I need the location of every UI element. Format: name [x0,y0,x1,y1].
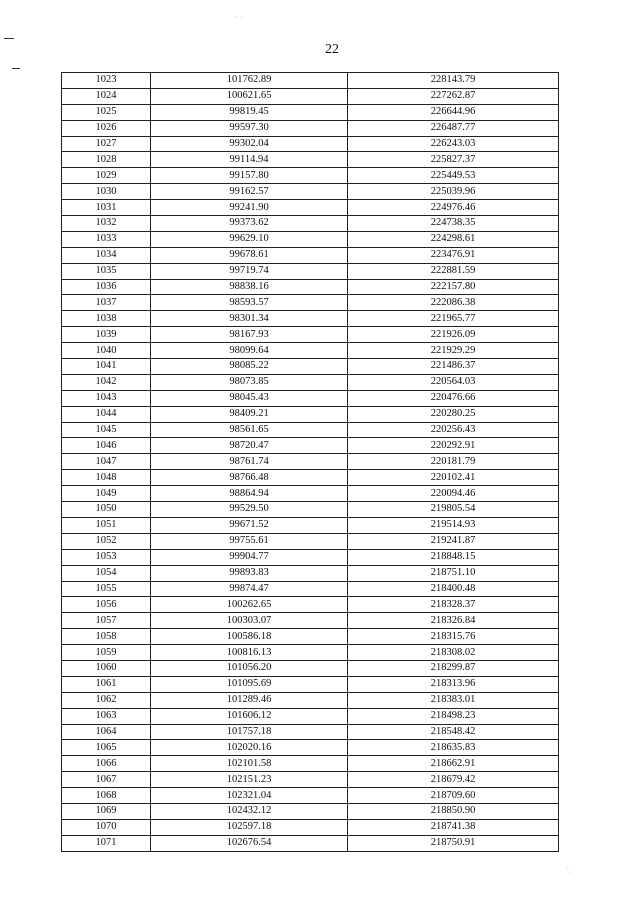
table-row [62,295,559,311]
point-number-cell: 1057 [62,613,151,629]
table-row [62,486,559,502]
x-coordinate-cell: 99755.61 [151,533,348,549]
y-coordinate-cell: 218679.42 [348,772,559,788]
y-coordinate-cell: 218548.42 [348,724,559,740]
y-coordinate-cell: 226243.03 [348,136,559,152]
table-row [62,136,559,152]
point-number-cell: 1059 [62,645,151,661]
y-coordinate-cell: 218750.91 [348,835,559,851]
x-coordinate-cell: 99597.30 [151,120,348,136]
point-number-cell: 1061 [62,676,151,692]
table-row [62,470,559,486]
table-row [62,184,559,200]
point-number-cell: 1023 [62,73,151,89]
y-coordinate-cell: 224976.46 [348,200,559,216]
y-coordinate-cell: 221926.09 [348,327,559,343]
point-number-cell: 1035 [62,263,151,279]
x-coordinate-cell: 99904.77 [151,549,348,565]
y-coordinate-cell: 218308.02 [348,645,559,661]
table-row [62,533,559,549]
x-coordinate-cell: 99678.61 [151,247,348,263]
y-coordinate-cell: 221965.77 [348,311,559,327]
y-coordinate-cell: 218299.87 [348,660,559,676]
point-number-cell: 1045 [62,422,151,438]
y-coordinate-cell: 224298.61 [348,231,559,247]
scan-margin-mark-left [12,68,20,69]
point-number-cell: 1034 [62,247,151,263]
x-coordinate-cell: 100621.65 [151,88,348,104]
y-coordinate-cell: 227262.87 [348,88,559,104]
table-row [62,613,559,629]
x-coordinate-cell: 102676.54 [151,835,348,851]
point-number-cell: 1067 [62,772,151,788]
point-number-cell: 1052 [62,533,151,549]
point-number-cell: 1031 [62,200,151,216]
x-coordinate-cell: 98167.93 [151,327,348,343]
point-number-cell: 1068 [62,788,151,804]
x-coordinate-cell: 98593.57 [151,295,348,311]
table-row [62,200,559,216]
table-row [62,756,559,772]
y-coordinate-cell: 218315.76 [348,629,559,645]
table-row [62,660,559,676]
point-number-cell: 1056 [62,597,151,613]
table-row [62,247,559,263]
x-coordinate-cell: 101289.46 [151,692,348,708]
y-coordinate-cell: 219514.93 [348,517,559,533]
point-number-cell: 1032 [62,216,151,232]
y-coordinate-cell: 222157.80 [348,279,559,295]
point-number-cell: 1069 [62,803,151,819]
y-coordinate-cell: 222086.38 [348,295,559,311]
table-row [62,422,559,438]
y-coordinate-cell: 218328.37 [348,597,559,613]
y-coordinate-cell: 220094.46 [348,486,559,502]
x-coordinate-cell: 99819.45 [151,104,348,120]
table-row [62,73,559,89]
table-row [62,819,559,835]
y-coordinate-cell: 220292.91 [348,438,559,454]
table-row [62,327,559,343]
point-number-cell: 1024 [62,88,151,104]
scan-speck-top: ' · : [235,16,243,22]
x-coordinate-cell: 101757.18 [151,724,348,740]
x-coordinate-cell: 101095.69 [151,676,348,692]
y-coordinate-cell: 218383.01 [348,692,559,708]
point-number-cell: 1062 [62,692,151,708]
point-number-cell: 1039 [62,327,151,343]
y-coordinate-cell: 221929.29 [348,343,559,359]
point-number-cell: 1066 [62,756,151,772]
point-number-cell: 1037 [62,295,151,311]
x-coordinate-cell: 99893.83 [151,565,348,581]
x-coordinate-cell: 99162.57 [151,184,348,200]
x-coordinate-cell: 101762.89 [151,73,348,89]
y-coordinate-cell: 222881.59 [348,263,559,279]
point-number-cell: 1048 [62,470,151,486]
x-coordinate-cell: 98301.34 [151,311,348,327]
point-number-cell: 1030 [62,184,151,200]
x-coordinate-cell: 99874.47 [151,581,348,597]
y-coordinate-cell: 218709.60 [348,788,559,804]
point-number-cell: 1043 [62,390,151,406]
y-coordinate-cell: 220256.43 [348,422,559,438]
table-row [62,88,559,104]
y-coordinate-cell: 218848.15 [348,549,559,565]
x-coordinate-cell: 98085.22 [151,359,348,375]
table-row [62,788,559,804]
y-coordinate-cell: 218400.48 [348,581,559,597]
point-number-cell: 1064 [62,724,151,740]
point-number-cell: 1065 [62,740,151,756]
point-number-cell: 1071 [62,835,151,851]
point-number-cell: 1060 [62,660,151,676]
y-coordinate-cell: 225827.37 [348,152,559,168]
y-coordinate-cell: 218850.90 [348,803,559,819]
y-coordinate-cell: 219805.54 [348,502,559,518]
y-coordinate-cell: 225039.96 [348,184,559,200]
x-coordinate-cell: 98099.64 [151,343,348,359]
table-row [62,168,559,184]
table-row [62,517,559,533]
point-number-cell: 1041 [62,359,151,375]
point-number-cell: 1053 [62,549,151,565]
table-row [62,629,559,645]
x-coordinate-cell: 101056.20 [151,660,348,676]
point-number-cell: 1027 [62,136,151,152]
x-coordinate-cell: 100586.18 [151,629,348,645]
x-coordinate-cell: 99629.10 [151,231,348,247]
x-coordinate-cell: 100816.13 [151,645,348,661]
y-coordinate-cell: 225449.53 [348,168,559,184]
x-coordinate-cell: 98561.65 [151,422,348,438]
y-coordinate-cell: 220564.03 [348,374,559,390]
x-coordinate-cell: 98864.94 [151,486,348,502]
coordinates-table [61,72,559,852]
table-row [62,740,559,756]
table-row [62,279,559,295]
point-number-cell: 1049 [62,486,151,502]
y-coordinate-cell: 218498.23 [348,708,559,724]
table-row [62,263,559,279]
table-row [62,454,559,470]
x-coordinate-cell: 98409.21 [151,406,348,422]
point-number-cell: 1058 [62,629,151,645]
x-coordinate-cell: 98761.74 [151,454,348,470]
table-row [62,343,559,359]
y-coordinate-cell: 226644.96 [348,104,559,120]
scan-margin-mark-top [4,38,14,39]
table-row [62,835,559,851]
table-row [62,645,559,661]
table-row [62,724,559,740]
point-number-cell: 1055 [62,581,151,597]
point-number-cell: 1026 [62,120,151,136]
y-coordinate-cell: 220476.66 [348,390,559,406]
point-number-cell: 1033 [62,231,151,247]
page-number: 22 [325,42,339,57]
point-number-cell: 1028 [62,152,151,168]
x-coordinate-cell: 101606.12 [151,708,348,724]
y-coordinate-cell: 218741.38 [348,819,559,835]
y-coordinate-cell: 228143.79 [348,73,559,89]
table-row [62,772,559,788]
table-row [62,438,559,454]
table-row [62,406,559,422]
table-row [62,676,559,692]
x-coordinate-cell: 99157.80 [151,168,348,184]
coordinates-table-body [62,73,559,852]
y-coordinate-cell: 220181.79 [348,454,559,470]
x-coordinate-cell: 102101.58 [151,756,348,772]
y-coordinate-cell: 219241.87 [348,533,559,549]
point-number-cell: 1044 [62,406,151,422]
y-coordinate-cell: 226487.77 [348,120,559,136]
x-coordinate-cell: 99114.94 [151,152,348,168]
point-number-cell: 1025 [62,104,151,120]
point-number-cell: 1050 [62,502,151,518]
table-row [62,152,559,168]
y-coordinate-cell: 221486.37 [348,359,559,375]
table-row [62,597,559,613]
x-coordinate-cell: 102597.18 [151,819,348,835]
x-coordinate-cell: 98766.48 [151,470,348,486]
point-number-cell: 1047 [62,454,151,470]
y-coordinate-cell: 218635.83 [348,740,559,756]
y-coordinate-cell: 218326.84 [348,613,559,629]
y-coordinate-cell: 218313.96 [348,676,559,692]
table-row [62,120,559,136]
x-coordinate-cell: 102020.16 [151,740,348,756]
x-coordinate-cell: 98073.85 [151,374,348,390]
point-number-cell: 1042 [62,374,151,390]
point-number-cell: 1029 [62,168,151,184]
table-row [62,359,559,375]
table-row [62,390,559,406]
table-row [62,549,559,565]
table-row [62,708,559,724]
table-row [62,565,559,581]
table-row [62,502,559,518]
x-coordinate-cell: 99302.04 [151,136,348,152]
table-row [62,374,559,390]
y-coordinate-cell: 220102.41 [348,470,559,486]
table-row [62,581,559,597]
x-coordinate-cell: 102151.23 [151,772,348,788]
table-row [62,104,559,120]
point-number-cell: 1046 [62,438,151,454]
table-row [62,216,559,232]
y-coordinate-cell: 220280.25 [348,406,559,422]
x-coordinate-cell: 100262.65 [151,597,348,613]
point-number-cell: 1036 [62,279,151,295]
x-coordinate-cell: 100303.07 [151,613,348,629]
x-coordinate-cell: 98720.47 [151,438,348,454]
table-row [62,231,559,247]
y-coordinate-cell: 218662.91 [348,756,559,772]
table-row [62,692,559,708]
y-coordinate-cell: 223476.91 [348,247,559,263]
point-number-cell: 1040 [62,343,151,359]
x-coordinate-cell: 102432.12 [151,803,348,819]
point-number-cell: 1051 [62,517,151,533]
point-number-cell: 1063 [62,708,151,724]
scan-speck-bottom: ` , [566,868,571,874]
y-coordinate-cell: 224738.35 [348,216,559,232]
x-coordinate-cell: 99373.62 [151,216,348,232]
point-number-cell: 1070 [62,819,151,835]
x-coordinate-cell: 99241.90 [151,200,348,216]
point-number-cell: 1038 [62,311,151,327]
x-coordinate-cell: 99529.50 [151,502,348,518]
x-coordinate-cell: 98838.16 [151,279,348,295]
table-row [62,803,559,819]
x-coordinate-cell: 99719.74 [151,263,348,279]
x-coordinate-cell: 99671.52 [151,517,348,533]
y-coordinate-cell: 218751.10 [348,565,559,581]
x-coordinate-cell: 102321.04 [151,788,348,804]
x-coordinate-cell: 98045.43 [151,390,348,406]
table-row [62,311,559,327]
point-number-cell: 1054 [62,565,151,581]
